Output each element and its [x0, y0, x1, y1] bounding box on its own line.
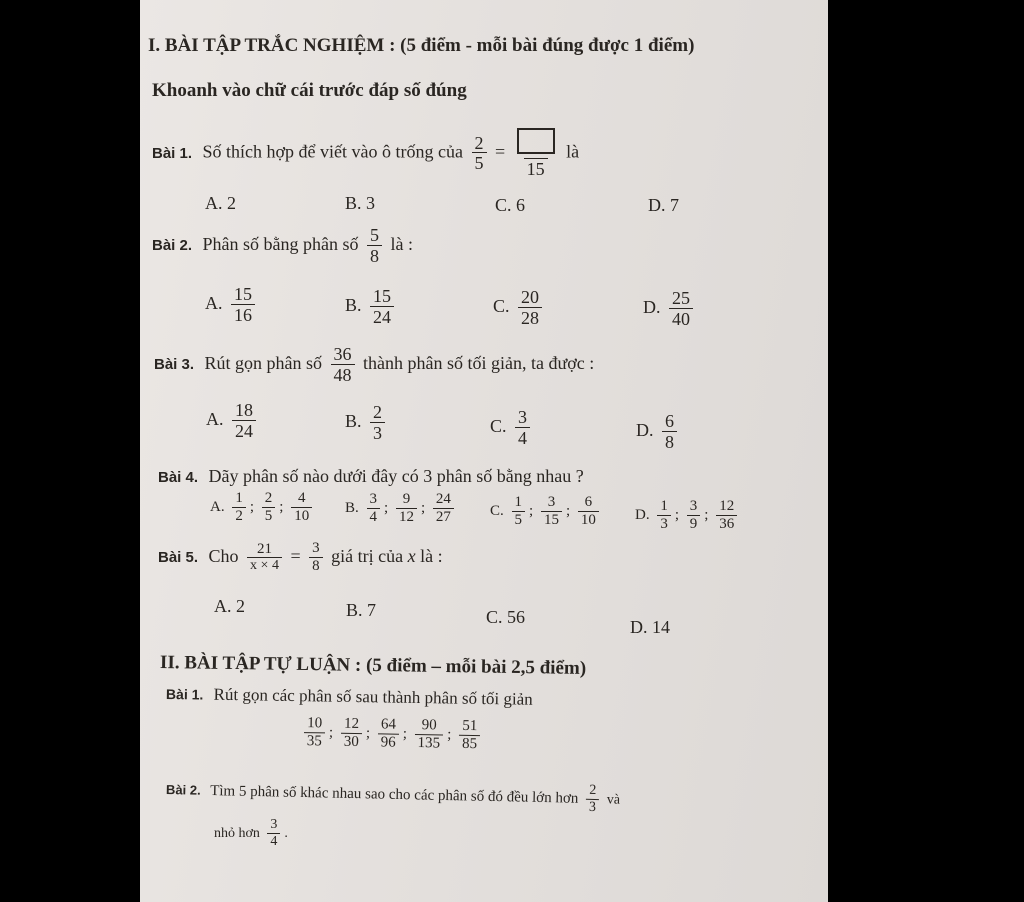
worksheet-page: [140, 0, 828, 902]
empty-box[interactable]: [517, 128, 555, 154]
question-1: [152, 128, 579, 179]
q2-option-d[interactable]: D. $\frac{25}{40}$: [643, 289, 697, 329]
question-2-label: Bài 2.: [152, 237, 193, 255]
exercise-1-text: Rút gọn các phân số sau thành phân số tối giản: [213, 684, 533, 709]
fraction: $\frac{15}{16}$: [231, 285, 255, 325]
fraction: $\frac{2}{5}$: [262, 491, 276, 525]
q4-option-b[interactable]: B. $\frac{3}{4}$ ; $\frac{9}{12}$ ; $\frac{24}{27}$: [345, 492, 458, 526]
exercise-1-label: Bài 1.: [165, 686, 204, 703]
blank-fraction: 15: [514, 128, 558, 179]
part1-title: I. BÀI TẬP TRẮC NGHIỆM :: [148, 35, 396, 56]
fraction: $\frac{2}{3}$: [370, 403, 385, 443]
question-1-text: Số thích hợp để viết vào ô trống của: [202, 141, 463, 162]
exercise-2-line2: nhỏ hơn $\frac{3}{4}$ .: [214, 817, 288, 849]
fraction: $\frac{51}{85}$: [459, 719, 481, 753]
question-4: [158, 466, 584, 487]
fraction: $\frac{15}{24}$: [370, 287, 394, 327]
part1-score: (5 điểm - mỗi bài đúng được 1 điểm): [400, 35, 695, 56]
question-5: [158, 541, 443, 575]
q4-option-d[interactable]: D. $\frac{1}{3}$ ; $\frac{3}{9}$ ; $\frac{12}{36}$: [635, 499, 741, 533]
fraction: $\frac{12}{30}$: [341, 717, 363, 751]
question-5-label: Bài 5.: [158, 548, 199, 566]
fraction: $\frac{6}{10}$: [578, 495, 599, 529]
question-5-tail2: là :: [420, 545, 443, 566]
question-3: [154, 345, 594, 385]
fraction: $\frac{3}{15}$: [541, 495, 562, 529]
question-3-text: Rút gọn phân số: [204, 353, 323, 374]
fraction: $\frac{9}{12}$: [396, 492, 417, 526]
q5-option-a[interactable]: A. 2: [214, 596, 245, 616]
q1-option-c[interactable]: C. 6: [495, 195, 526, 215]
fraction: $\frac{12}{36}$: [716, 499, 737, 533]
fraction: $\frac{3}{8}$: [309, 541, 323, 575]
question-1-tail: là: [566, 141, 580, 162]
q2-option-a[interactable]: A. $\frac{15}{16}$: [205, 285, 259, 325]
question-2-tail: là :: [390, 234, 414, 255]
fraction: $\frac{10}{35}$: [304, 716, 326, 750]
variable-x: x: [407, 545, 416, 566]
q4-option-c[interactable]: C. $\frac{1}{5}$ ; $\frac{3}{15}$ ; $\frac{6}{10}$: [490, 495, 603, 529]
part2-title: II. BÀI TẬP TỰ LUẬN :: [159, 652, 362, 676]
fraction: $\frac{21}{x \times 4}$: [247, 542, 282, 574]
fraction: $\frac{36}{48}$: [331, 345, 355, 385]
fraction: $\frac{4}{10}$: [291, 491, 312, 525]
fraction: $\frac{64}{96}$: [378, 717, 400, 751]
equals-sign: =: [290, 545, 301, 566]
question-3-label: Bài 3.: [154, 356, 195, 374]
fraction: $\frac{1}{2}$: [232, 491, 246, 525]
fraction: $\frac{2}{5}$: [472, 134, 487, 174]
question-4-label: Bài 4.: [158, 469, 199, 486]
q5-option-b[interactable]: B. 7: [346, 600, 377, 620]
question-5-tail: giá trị của: [331, 545, 404, 566]
part2-score: (5 điểm – mỗi bài 2,5 điểm): [365, 654, 587, 679]
fraction: $\frac{5}{8}$: [367, 226, 382, 266]
fraction: $\frac{3}{4}$: [267, 818, 280, 849]
equals-sign: =: [495, 141, 506, 162]
and-word: và: [606, 792, 621, 808]
q2-option-c[interactable]: C. $\frac{20}{28}$: [493, 288, 546, 328]
exercise-1: [166, 684, 533, 710]
exercise-2-text2: nhỏ hơn: [214, 825, 260, 841]
q4-option-a[interactable]: A. $\frac{1}{2}$ ; $\frac{2}{5}$ ; $\frac{4}{10}$: [210, 491, 316, 525]
fraction: $\frac{3}{4}$: [515, 408, 530, 448]
exercise-2: [166, 775, 621, 816]
fraction: $\frac{1}{3}$: [657, 499, 671, 533]
q1-option-a[interactable]: A. 2: [205, 193, 236, 213]
question-1-label: Bài 1.: [152, 144, 193, 162]
part1-instruction: Khoanh vào chữ cái trước đáp số đúng: [152, 80, 467, 101]
fraction: $\frac{3}{9}$: [687, 499, 701, 533]
q5-option-c[interactable]: C. 56: [486, 607, 526, 627]
q5-option-d[interactable]: D. 14: [630, 617, 670, 637]
fraction: $\frac{3}{4}$: [367, 492, 381, 526]
fraction: $\frac{6}{8}$: [662, 412, 677, 452]
part2-header: [160, 652, 586, 680]
question-3-tail: thành phân số tối giản, ta được :: [363, 353, 595, 374]
fraction: $\frac{90}{135}$: [414, 718, 443, 752]
fraction: $\frac{18}{24}$: [232, 401, 256, 441]
question-4-text: Dãy phân số nào dưới đây có 3 phân số bằng nhau ?: [208, 466, 584, 486]
exercise-2-text: Tìm 5 phân số khác nhau sao cho các phân số đó đều lớn hơn: [210, 783, 579, 807]
fraction: $\frac{2}{3}$: [586, 784, 600, 816]
fraction: $\frac{1}{5}$: [512, 495, 526, 529]
question-2-text: Phân số bằng phân số: [202, 234, 359, 255]
question-5-text: Cho: [208, 545, 239, 566]
q3-option-d[interactable]: D. $\frac{6}{8}$: [636, 412, 681, 452]
part1-header: [148, 35, 694, 57]
q2-option-b[interactable]: B. $\frac{15}{24}$: [345, 287, 398, 327]
exercise-2-label: Bài 2.: [165, 782, 201, 798]
fraction: $\frac{25}{40}$: [669, 289, 693, 329]
exercise-1-fractions: $\frac{10}{35}$ ; $\frac{12}{30}$ ; $\frac{64}{96}$ ; $\frac{90}{135}$ ; $\frac{51}{85}$: [300, 716, 485, 753]
fraction: $\frac{24}{27}$: [433, 492, 454, 526]
q3-option-c[interactable]: C. $\frac{3}{4}$: [490, 408, 534, 448]
q3-option-b[interactable]: B. $\frac{2}{3}$: [345, 403, 389, 443]
q1-option-b[interactable]: B. 3: [345, 193, 376, 213]
q1-option-d[interactable]: D. 7: [648, 195, 679, 215]
question-2: [152, 226, 413, 266]
fraction: $\frac{20}{28}$: [518, 288, 542, 328]
q3-option-a[interactable]: A. $\frac{18}{24}$: [206, 401, 260, 441]
